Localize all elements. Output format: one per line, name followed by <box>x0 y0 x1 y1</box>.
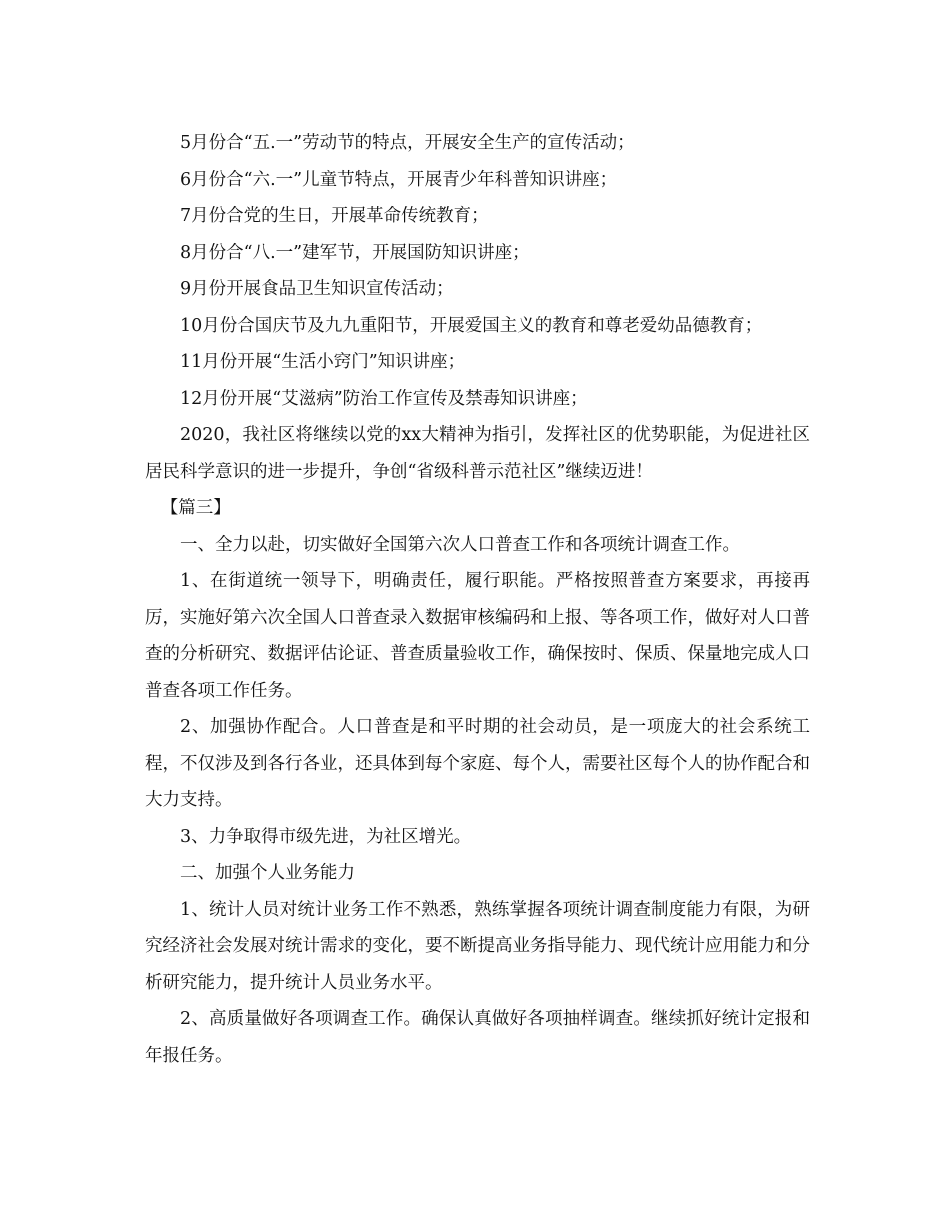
heading-census-work: 一、全力以赴，切实做好全国第六次人口普查工作和各项统计调查工作。 <box>180 534 740 555</box>
paragraph-july: 7月份合党的生日，开展革命传统教育； <box>180 206 489 226</box>
paragraph-ability-item-1: 1、统计人员对统计业务工作不熟悉，熟练掌握各项统计调查制度能力有限，为研究经济社会发展对统计需求的变化，要不断提高业务指导能力、现代统计应用能力和分析研究能力，提升统计人员业务水平。 <box>145 899 810 993</box>
paragraph-august: 8月份合“八.一”建军节，开展国防知识讲座； <box>180 242 530 263</box>
paragraph-november: 11月份开展“生活小窍门”知识讲座； <box>180 352 466 372</box>
paragraph-october: 10月份合国庆节及九九重阳节，开展爱国主义的教育和尊老爱幼品德教育； <box>180 315 763 336</box>
heading-personal-ability: 二、加强个人业务能力 <box>180 863 355 883</box>
paragraph-june: 6月份合“六.一”儿童节特点，开展青少年科普知识讲座； <box>180 169 618 190</box>
section-heading-part-three: 【篇三】 <box>160 498 231 518</box>
paragraph-december: 12月份开展“艾滋病”防治工作宣传及禁毒知识讲座； <box>180 388 588 409</box>
paragraph-may: 5月份合“五.一”劳动节的特点，开展安全生产的宣传活动； <box>180 133 635 153</box>
paragraph-census-item-1: 1、在街道统一领导下，明确责任，履行职能。严格按照普查方案要求，再接再厉，实施好第六次全国人口普查录入数据审核编码和上报、等各项工作，做好对人口普查的分析研究、数据评估论证、普查质量验收工作，确保按时、保质、保量地完成人口普查各项工作任务。 <box>145 571 810 701</box>
paragraph-ability-item-2: 2、高质量做好各项调查工作。确保认真做好各项抽样调查。继续抓好统计定报和年报任务。 <box>145 1009 810 1066</box>
paragraph-census-item-3: 3、力争取得市级先进，为社区增光。 <box>180 826 472 847</box>
paragraph-census-item-2: 2、加强协作配合。人口普查是和平时期的社会动员，是一项庞大的社会系统工程，不仅涉及到各行各业，还具体到每个家庭、每个人，需要社区每个人的协作配合和大力支持。 <box>145 717 810 810</box>
paragraph-2020-outlook: 2020，我社区将继续以党的xx大精神为指引，发挥社区的优势职能，为促进社区居民科学意识的进一步提升，争创“省级科普示范社区”继续迈进！ <box>145 425 810 482</box>
paragraph-september: 9月份开展食品卫生知识宣传活动； <box>180 279 454 299</box>
document-body <box>145 125 810 1074</box>
